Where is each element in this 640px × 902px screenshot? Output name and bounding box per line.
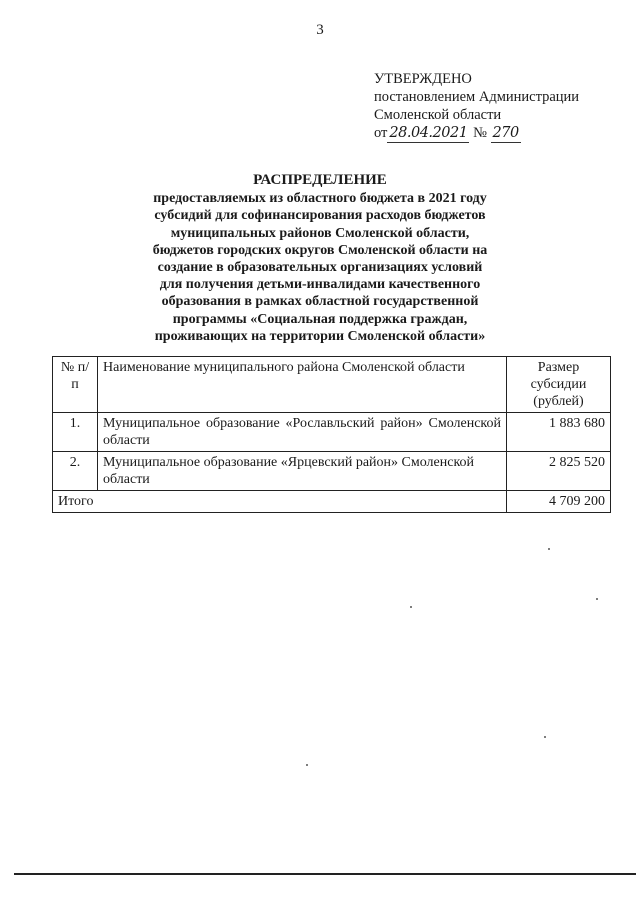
- row-amount: 2 825 520: [507, 452, 611, 491]
- handwritten-date: 28.04.2021: [389, 125, 468, 141]
- title-line: создание в образовательных организациях условий: [157, 260, 483, 276]
- table-row: [53, 413, 611, 452]
- title-line: бюджетов городских округов Смоленской области на: [152, 242, 488, 258]
- table-row: [53, 452, 611, 491]
- title-line: субсидий для софинансирования расходов бюджетов: [154, 208, 486, 224]
- title-line: для получения детьми-инвалидами качественного: [159, 277, 481, 293]
- date-prefix: от: [374, 125, 388, 141]
- page-number: 3: [316, 22, 324, 38]
- scan-speck: [544, 736, 546, 738]
- number-prefix: №: [473, 125, 487, 141]
- table-total-row: [53, 491, 611, 513]
- table-header-row: [53, 357, 611, 413]
- scan-speck: [596, 598, 598, 600]
- header-number: № п/п: [53, 357, 98, 413]
- handwritten-number: 270: [492, 125, 519, 141]
- row-district-name: Муниципальное образование «Ярцевский район» Смоленской области: [98, 452, 507, 491]
- document-title-block: [60, 172, 580, 345]
- scan-speck: [548, 548, 550, 550]
- approval-region-line: Смоленской области: [374, 107, 502, 123]
- header-district-name: Наименование муниципального района Смоленской области: [98, 357, 507, 413]
- total-label: Итого: [53, 491, 507, 513]
- subsidy-distribution-table: [52, 356, 611, 513]
- approval-title: УТВЕРЖДЕНО: [374, 71, 472, 87]
- row-number: 2.: [53, 452, 98, 491]
- title-line: программы «Социальная поддержка граждан,: [172, 311, 468, 327]
- approval-date-number-line: [374, 124, 579, 143]
- scan-speck: [410, 606, 412, 608]
- header-subsidy-amount: Размер субсидии (рублей): [507, 357, 611, 413]
- scan-speck: [306, 764, 308, 766]
- total-amount: 4 709 200: [507, 491, 611, 513]
- title-line: муниципальных районов Смоленской области,: [170, 225, 470, 241]
- title-line: образования в рамках областной государственной: [161, 294, 479, 310]
- title-line: предоставляемых из областного бюджета в 2021 году: [153, 191, 487, 207]
- document-heading: РАСПРЕДЕЛЕНИЕ: [253, 172, 387, 188]
- approval-decree-line: постановлением Администрации: [374, 89, 580, 105]
- title-line: проживающих на территории Смоленской области»: [154, 328, 486, 344]
- row-district-name: Муниципальное образование «Рославльский район» Смоленской области: [98, 413, 507, 452]
- row-amount: 1 883 680: [507, 413, 611, 452]
- approval-stamp-block: [374, 70, 579, 143]
- row-number: 1.: [53, 413, 98, 452]
- bottom-edge-line: [14, 873, 636, 875]
